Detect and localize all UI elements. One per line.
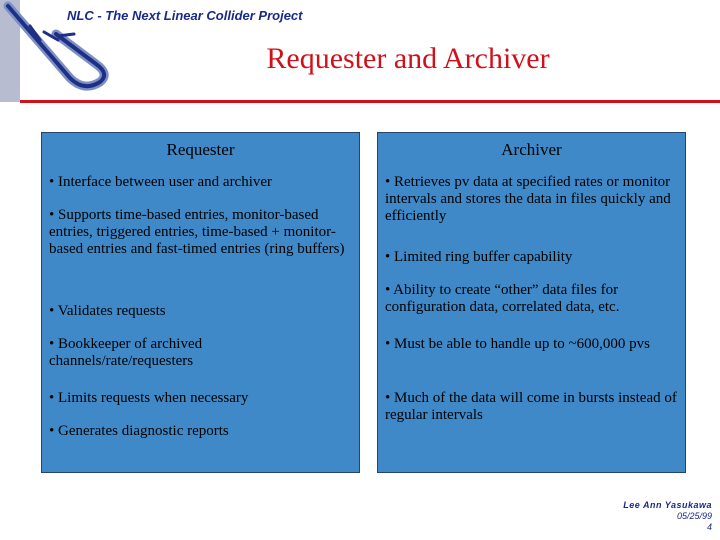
requester-panel — [41, 132, 360, 473]
archiver-panel — [377, 132, 686, 473]
requester-item: • Supports time-based entries, monitor-based entries, triggered entries, time-based + monitor-based entries and fast-timed entries (ring buffers) — [49, 207, 345, 257]
archiver-item: • Limited ring buffer capability — [385, 249, 573, 265]
requester-item: • Validates requests — [49, 303, 166, 319]
archiver-heading: Archiver — [501, 140, 562, 159]
requester-item: • Interface between user and archiver — [49, 174, 273, 190]
archiver-item: • Ability to create “other” data files for configuration data, correlated data, etc. — [385, 282, 620, 315]
requester-item: • Bookkeeper of archived channels/rate/requesters — [49, 336, 203, 369]
requester-item: • Generates diagnostic reports — [49, 423, 229, 439]
slide-footer — [623, 500, 712, 533]
slide-title: Requester and Archiver — [266, 42, 550, 75]
archiver-item: • Much of the data will come in bursts instead of regular intervals — [385, 390, 677, 423]
page-number: 4 — [706, 522, 712, 532]
requester-item: • Limits requests when necessary — [49, 390, 249, 406]
slide-date: 05/25/99 — [676, 511, 712, 521]
project-header: NLC - The Next Linear Collider Project — [67, 8, 303, 23]
archiver-item: • Retrieves pv data at specified rates or monitor intervals and stores the data in files quickly and efficiently — [385, 174, 671, 224]
archiver-item: • Must be able to handle up to ~600,000 pvs — [385, 336, 651, 352]
requester-heading: Requester — [166, 140, 235, 159]
title-rule — [20, 100, 720, 103]
author-name: Lee Ann Yasukawa — [623, 500, 712, 510]
